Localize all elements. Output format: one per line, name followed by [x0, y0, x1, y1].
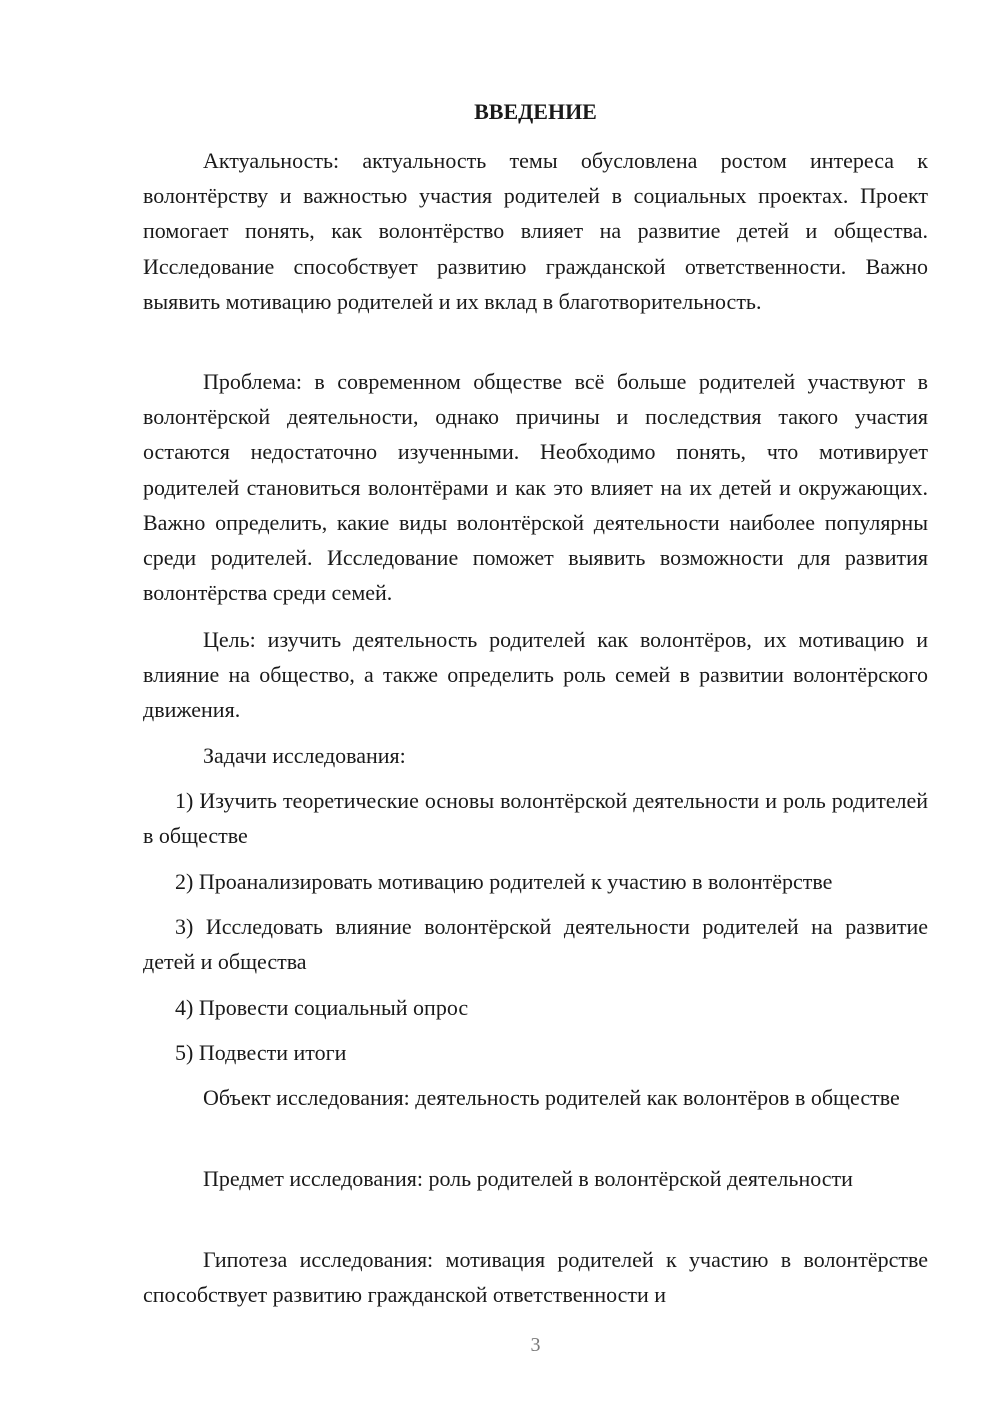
task-item: 5) Подвести итоги	[175, 1040, 347, 1065]
section-title: ВВЕДЕНИЕ	[474, 99, 597, 124]
task-item: 3) Исследовать влияние волонтёрской деятельности родителей на развитие детей и общества	[143, 914, 928, 975]
paragraph-subject: Предмет исследования: роль родителей в волонтёрской деятельности	[203, 1166, 853, 1191]
page-number: 3	[530, 1334, 541, 1356]
tasks-heading: Задачи исследования:	[203, 743, 406, 768]
paragraph-hypothesis: Гипотеза исследования: мотивация родителей к участию в волонтёрстве способствует развитию гражданской ответственности и	[143, 1247, 928, 1308]
paragraph-problem: Проблема: в современном обществе всё больше родителей участвуют в волонтёрской деятельности, однако причины и последствия такого участия остаются недостаточно изученными. Необходимо понять, что мотивирует родителей становиться волонтёрами и как это влияет на их детей и окружающих. Важно определить, какие виды волонтёрской деятельности наиболее популярны среди родителей. Исследование поможет выявить возможности для развития волонтёрства среди семей.	[143, 369, 928, 606]
task-item: 4) Провести социальный опрос	[175, 995, 469, 1020]
task-item: 2) Проанализировать мотивацию родителей к участию в волонтёрстве	[175, 869, 833, 894]
paragraph-relevance: Актуальность: актуальность темы обусловлена ростом интереса к волонтёрству и важностью участия родителей в социальных проектах. Проект помогает понять, как волонтёрство влияет на развитие детей и общества. Исследование способствует развитию гражданской ответственности. Важно выявить мотивацию родителей и их вклад в благотворительность.	[143, 148, 928, 314]
paragraph-goal: Цель: изучить деятельность родителей как волонтёров, их мотивацию и влияние на общество, а также определить роль семей в развитии волонтёрского движения.	[143, 627, 928, 723]
task-item: 1) Изучить теоретические основы волонтёрской деятельности и роль родителей в обществе	[143, 788, 928, 849]
paragraph-object: Объект исследования: деятельность родителей как волонтёров в обществе	[203, 1085, 900, 1110]
